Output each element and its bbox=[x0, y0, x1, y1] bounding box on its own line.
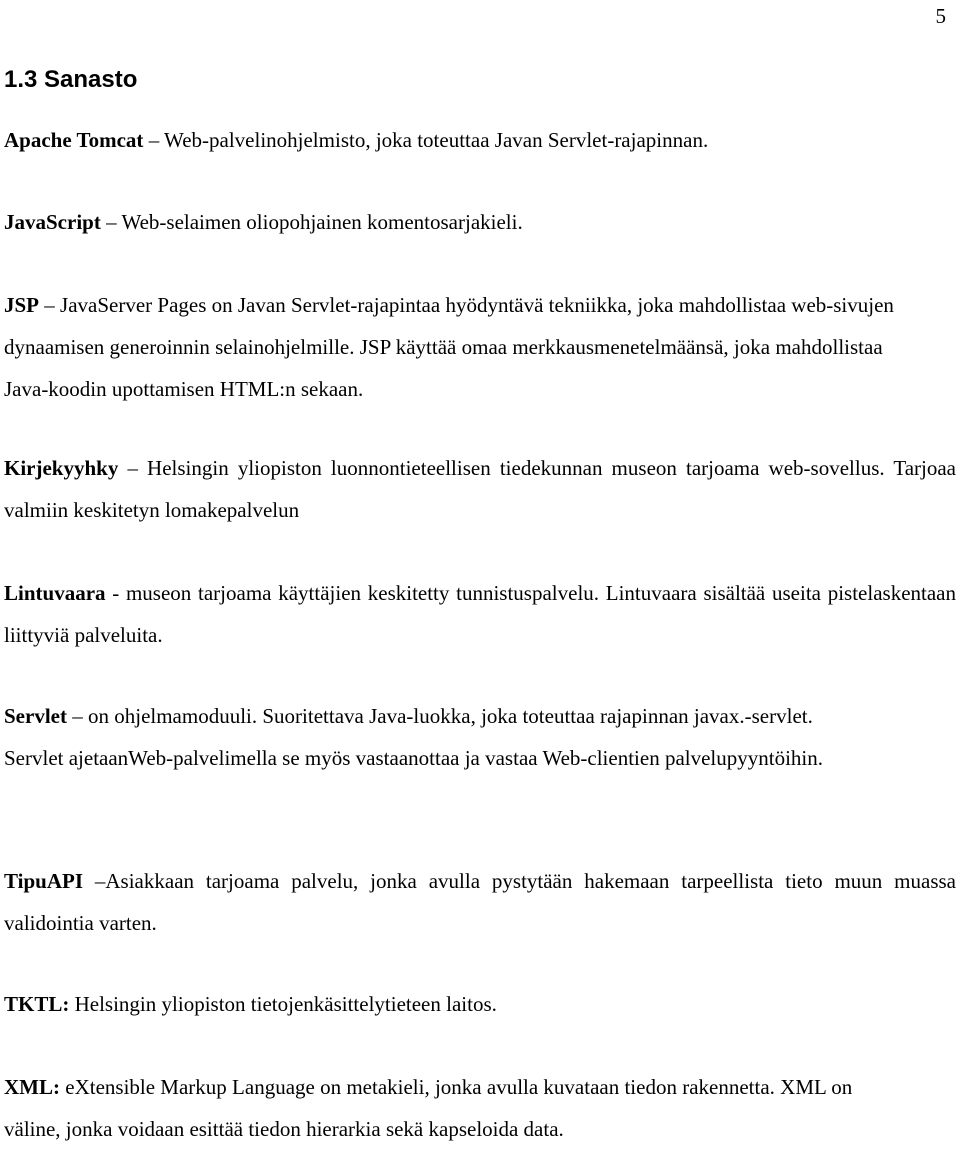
glossary-entry-servlet bbox=[4, 695, 874, 779]
glossary-definition: – Web-selaimen oliopohjainen komentosarjakieli. bbox=[100, 210, 523, 234]
glossary-entry-jsp bbox=[4, 284, 904, 410]
glossary-definition: - museon tarjoama käyttäjien keskitetty tunnistuspalvelu. Lintuvaara sisältää useita pistelaskentaan liittyviä palveluita. bbox=[4, 581, 956, 647]
glossary-definition: – on ohjelmamoduuli. Suoritettava Java-luokka, joka toteuttaa rajapinnan javax.-servlet. Servlet ajetaanWeb-palvelimella se myös vastaanottaa ja vastaa Web-clientien palvelupyyntöihin. bbox=[4, 704, 824, 770]
glossary-term: Apache Tomcat bbox=[4, 128, 144, 152]
glossary-term: XML: bbox=[4, 1075, 60, 1099]
glossary-term: TipuAPI bbox=[4, 869, 83, 893]
glossary-term: JSP bbox=[4, 293, 40, 317]
section-heading: 1.3 Sanasto bbox=[4, 66, 138, 93]
glossary-entry-kirjekyyhky bbox=[4, 447, 956, 531]
glossary-term: Lintuvaara bbox=[4, 581, 106, 605]
glossary-definition: – JavaServer Pages on Javan Servlet-rajapintaa hyödyntävä tekniikka, joka mahdollistaa web-sivujen dynaamisen generoinnin selainohjelmille. JSP käyttää omaa merkkausmenetelmäänsä, joka mahdollistaa Java-koodin upottamisen HTML:n sekaan. bbox=[4, 293, 894, 401]
glossary-entry-apache-tomcat bbox=[4, 119, 956, 161]
glossary-definition: Helsingin yliopiston tietojenkäsittelytieteen laitos. bbox=[69, 992, 497, 1016]
glossary-entry-lintuvaara bbox=[4, 572, 956, 656]
glossary-entry-javascript bbox=[4, 201, 956, 243]
glossary-definition: – Web-palvelinohjelmisto, joka toteuttaa Javan Servlet-rajapinnan. bbox=[143, 128, 709, 152]
glossary-definition: eXtensible Markup Language on metakieli, jonka avulla kuvataan tiedon rakennetta. XML on väline, jonka voidaan esittää tiedon hierarkia sekä kapseloida data. bbox=[4, 1075, 853, 1141]
page-number: 5 bbox=[935, 4, 946, 28]
glossary-term: Servlet bbox=[4, 704, 67, 728]
glossary-entry-tipuapi bbox=[4, 860, 956, 944]
glossary-term: TKTL: bbox=[4, 992, 70, 1016]
glossary-definition: – Helsingin yliopiston luonnontieteellisen tiedekunnan museon tarjoama web-sovellus. Tarjoaa valmiin keskitetyn lomakepalvelun bbox=[4, 456, 956, 522]
glossary-term: JavaScript bbox=[4, 210, 101, 234]
glossary-entry-xml bbox=[4, 1066, 904, 1150]
glossary-definition: –Asiakkaan tarjoama palvelu, jonka avulla pystytään hakemaan tarpeellista tieto muun muassa validointia varten. bbox=[4, 869, 956, 935]
glossary-entry-tktl bbox=[4, 983, 956, 1025]
glossary-term: Kirjekyyhky bbox=[4, 456, 119, 480]
